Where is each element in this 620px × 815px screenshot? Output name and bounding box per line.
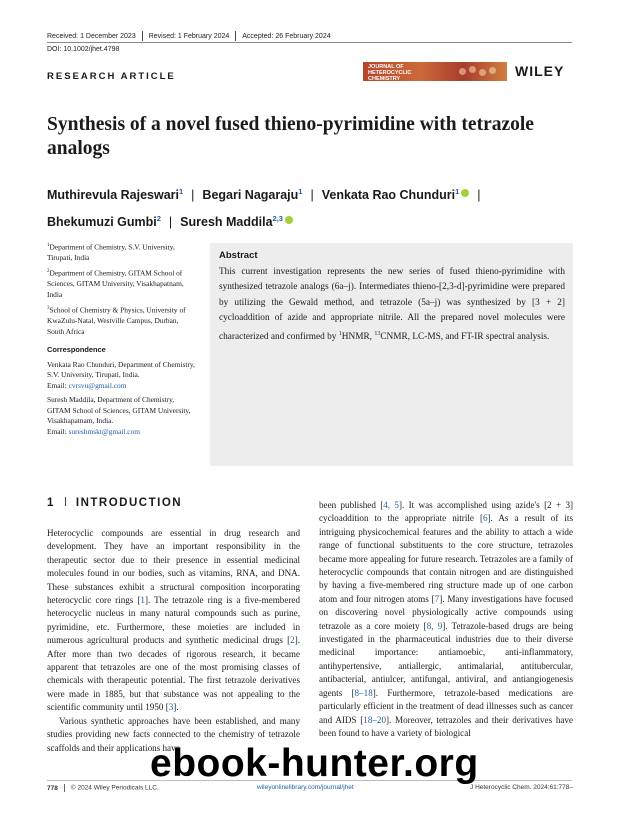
paragraph: Heterocyclic compounds are essential in drug research and development. They have an important responsibility in the therapeutic sector due to their presence in essential medicinal molecules found in our bodies, such as vitamins, RNA, and DNA. These substances exhibit a structural composition incorporating heterocyclic core rings [1]. The tetrazole ring is a five-membered heterocyclic nucleus in many natural compounds such as purine, pyrimidine, etc. Furthermore, these moieties are included in numerous agricultural products and synthetic medicinal drugs [2]. After more than two decades of rigorous research, it became apparent that tetrazoles are one of the most promising classes of chemicals with therapeutic potential. The first tetrazole derivatives were made in 1885, but that substance was not appealing to the scientific community until 1950 [3]. — [47, 528, 300, 713]
molecule-icon — [459, 66, 499, 77]
orcid-icon[interactable] — [461, 189, 469, 197]
author[interactable]: Muthirevula Rajeswari$^1$ — [47, 187, 184, 203]
email-link[interactable]: cvrsvu@gmail.com — [68, 380, 127, 390]
body-column-left — [47, 527, 300, 755]
received-date: Received: 1 December 2023 — [47, 32, 136, 40]
citation-link[interactable]: 8–18 — [354, 687, 373, 698]
divider — [142, 31, 143, 41]
citation-link[interactable]: 2 — [290, 635, 295, 646]
citation-link[interactable]: 6 — [482, 513, 488, 524]
page-number: 778 — [47, 784, 58, 792]
author[interactable]: Suresh Maddila$^{2,3}$ — [180, 215, 293, 229]
divider — [235, 31, 236, 41]
dates-line — [47, 31, 331, 41]
correspondence-heading: Correspondence — [47, 345, 106, 355]
affiliation: $^1$Department of Chemistry, S.V. University, Tirupati, India — [47, 242, 175, 262]
abstract-heading: Abstract — [219, 250, 258, 261]
affiliation: $^2$Department of Chemistry, GITAM School of Sciences, GITAM University, Visakhapatnam, India — [47, 268, 184, 299]
citation-link[interactable]: 1 — [140, 595, 145, 606]
author[interactable]: Bhekumuzi Gumbi$^2$ — [47, 214, 161, 230]
affiliation: $^3$School of Chemistry & Physics, University of KwaZulu-Natal, Westville Campus, Durban, South Africa — [47, 305, 186, 336]
citation-link[interactable]: 7 — [434, 593, 440, 604]
correspondence-entry: Venkata Rao Chunduri, Department of Chemistry, S.V. University, Tirupati, India. Email: cvrsvu@gmail.com — [47, 359, 195, 390]
affiliations — [47, 241, 197, 441]
author[interactable]: Venkata Rao Chunduri$^1$ — [322, 188, 470, 202]
watermark: ebook-hunter.org — [150, 742, 479, 785]
journal-url[interactable]: wileyonlinelibrary.com/journal/jhet — [257, 784, 354, 791]
doi[interactable]: DOI: 10.1002/jhet.4798 — [47, 46, 120, 53]
copyright: © 2024 Wiley Periodicals LLC. — [70, 784, 159, 792]
citation-link[interactable]: 8, 9 — [426, 620, 443, 631]
article-type: RESEARCH ARTICLE — [47, 71, 176, 82]
paragraph: Various synthetic approaches have been established, and many studies providing new facts connected to the chemistry of tetrazole scaffolds and their applications have — [47, 715, 300, 753]
section-heading: 1 INTRODUCTION — [47, 497, 183, 509]
orcid-icon[interactable] — [285, 216, 293, 224]
journal-logo-text: JOURNAL OF HETEROCYCLIC CHEMISTRY — [368, 64, 412, 82]
revised-date: Revised: 1 February 2024 — [148, 32, 230, 40]
abstract-text: This current investigation represents the new series of fused thieno-pyrimidine with synthesized tetrazole analogs (6a–j). Intermediates thieno-[2,3-d]-pyrimidine were prepared by utilizing the Gewald method, and tetrazole (5a–j) was synthesized by [3 + 2] cycloaddition of azide and appropriate nitrile. All the prepared novel molecules were characterized and confirmed by $^1$HNMR, $^{13}$CNMR, LC-MS, and FT-IR spectral analysis. — [219, 266, 565, 343]
journal-logo[interactable] — [363, 62, 507, 81]
article-title: Synthesis of a novel fused thieno-pyrimidine with tetrazole analogs — [47, 114, 534, 159]
journal-citation: J Heterocyclic Chem. 2024;61:778– — [470, 784, 573, 791]
email-link[interactable]: sureshmskt@gmail.com — [68, 426, 141, 436]
abstract-box — [210, 243, 573, 466]
accepted-date: Accepted: 26 February 2024 — [242, 32, 331, 40]
header-rule — [47, 42, 572, 43]
citation-link[interactable]: 3 — [168, 702, 174, 713]
body-column-right — [319, 499, 573, 740]
author-list: Muthirevula Rajeswari$^1$ | Begari Nagaraju$^1$ | Venkata Rao Chunduri$^1$ | Bhekumuzi Gumbi$^2$ | Suresh Maddila$^{2,3}$ — [47, 187, 481, 230]
citation-link[interactable]: 18–20 — [363, 714, 387, 725]
author[interactable]: Begari Nagaraju$^1$ — [202, 187, 303, 203]
paragraph: been published [4, 5]. It was accomplished using azide's [2 + 3] cycloaddition to the appropriate nitrile [6]. As a result of its intriguing physicochemical features and the ability to attach a wide range of functional substituents to the core structure, tetrazoles became more appealing for future research. Tetrazoles are a family of heterocyclic compounds that contain nitrogen and are distinguished by having a five-membered ring structure made up of one carbon atom and four nitrogen atoms [7]. Many investigations have focused on discovering novel physiologically active compounds using tetrazole as a core moiety [8, 9]. Tetrazole-based drugs are being investigated in the pharmaceutical industries due to their diverse medicinal importance: antiamoebic, anti-inflammatory, antihypertensive, antiallergic, antimalarial, antitubercular, antibacterial, antiulcer, antifungal, antiviral, and antiangiogenesis agents [8–18]. Furthermore, tetrazole-based medications are particularly efficient in the treatment of dead illnesses such as cancer and AIDS [18–20]. Moreover, tetrazoles and their derivatives have been found to have a variety of biological — [319, 500, 574, 738]
citation-link[interactable]: 4, 5 — [383, 500, 399, 510]
publisher-logo[interactable]: WILEY — [515, 63, 565, 79]
correspondence-entry: Suresh Maddila, Department of Chemistry, GITAM School of Sciences, GITAM University, Visakhapatnam, India. Email: sureshmskt@gmail.com — [47, 395, 191, 436]
